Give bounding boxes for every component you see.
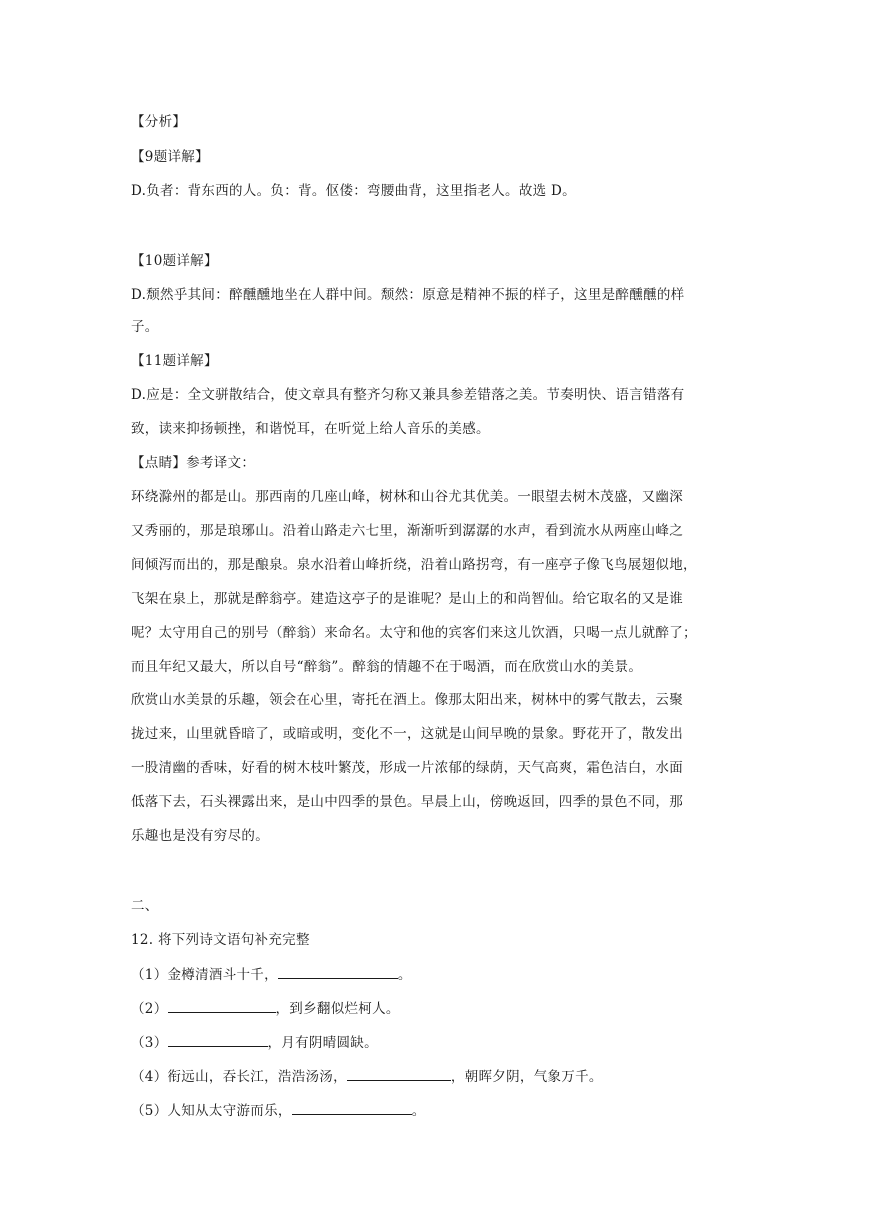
q12-title: 12. 将下列诗文语句补充完整 [131, 932, 310, 948]
section2-heading: 二、 [131, 898, 159, 914]
fill-blank-prefix: （1）金樽清酒斗十千， [131, 967, 278, 983]
translation-para2-line: 欣赏山水美景的乐趣，领会在心里，寄托在酒上。像那太阳出来，树林中的雾气散去，云聚 [131, 692, 683, 708]
analysis-heading: 【分析】 [131, 114, 187, 130]
q11-text-line-1: D.应是：全文骈散结合，使文章具有整齐匀称又兼具参差错落之美。节奏明快、语言错落有 [131, 387, 685, 403]
fill-blank-suffix: 。 [411, 1103, 426, 1119]
fill-blank-item-5 [131, 1100, 741, 1121]
answer-blank[interactable] [292, 1100, 412, 1115]
fill-blank-item-3 [131, 1032, 741, 1053]
fill-blank-prefix: （5）人知从太守游而乐， [131, 1103, 292, 1119]
translation-para1-line: 环绕滁州的都是山。那西南的几座山峰，树林和山谷尤其优美。一眼望去树木茂盛，又幽深 [131, 489, 683, 505]
translation-para1-line: 而且年纪又最大，所以自号“醉翁”。醉翁的情趣不在于喝酒，而在欣赏山水的美景。 [131, 659, 643, 675]
q10-text-line-2: 子。 [131, 319, 159, 335]
fill-blank-prefix: （4）衔远山，吞长江，浩浩汤汤， [131, 1069, 347, 1085]
translation-para2-line: 低落下去，石头裸露出来，是山中四季的景色。早晨上山，傍晚返回，四季的景色不同，那 [131, 794, 683, 810]
fill-blank-suffix: 。 [397, 967, 412, 983]
translation-para2-line: 乐趣也是没有穷尽的。 [131, 828, 269, 844]
fill-blank-prefix: （3） [131, 1035, 168, 1051]
q9-text: D.负者：背东西的人。负：背。伛偻：弯腰曲背，这里指老人。故选 D。 [131, 183, 576, 199]
q10-text-line-1: D.颓然乎其间：醉醺醺地坐在人群中间。颓然：原意是精神不振的样子，这里是醉醺醺的样 [131, 287, 685, 303]
translation-para1-line: 又秀丽的，那是琅琊山。沿着山路走六七里，渐渐听到潺潺的水声，看到流水从两座山峰之 [131, 523, 683, 539]
translation-para2-line: 一股清幽的香味，好看的树木枝叶繁茂，形成一片浓郁的绿荫，天气高爽，霜色洁白，水面 [131, 760, 683, 776]
dianjing-heading: 【点睛】参考译文： [131, 455, 256, 471]
translation-para1-line: 间倾泻而出的，那是酿泉。泉水沿着山峰折绕，沿着山路拐弯，有一座亭子像飞鸟展翅似地， [131, 557, 697, 573]
q11-text-line-2: 致，读来抑扬顿挫，和谐悦耳，在听觉上给人音乐的美感。 [131, 421, 490, 437]
fill-blank-item-2 [131, 998, 741, 1019]
translation-para2-line: 拢过来，山里就昏暗了，或暗或明，变化不一，这就是山间早晚的景象。野花开了，散发出 [131, 726, 683, 742]
fill-blank-prefix: （2） [131, 1001, 168, 1017]
answer-blank[interactable] [347, 1066, 451, 1081]
fill-blank-suffix: ，到乡翻似烂柯人。 [275, 1001, 400, 1017]
q11-heading: 【11题详解】 [131, 353, 218, 369]
fill-blank-suffix: ，朝晖夕阴，气象万千。 [450, 1069, 603, 1085]
answer-blank[interactable] [168, 998, 276, 1013]
translation-para1-line: 飞架在泉上，那就是醉翁亭。建造这亭子的是谁呢？是山上的和尚智仙。给它取名的又是谁 [131, 591, 683, 607]
q10-heading: 【10题详解】 [131, 253, 218, 269]
fill-blank-item-1 [131, 964, 741, 985]
fill-blank-suffix: ，月有阴晴圆缺。 [267, 1035, 378, 1051]
translation-para1-line: 呢？太守用自己的别号（醉翁）来命名。太守和他的宾客们来这儿饮酒，只喝一点儿就醉了； [131, 625, 697, 641]
answer-blank[interactable] [168, 1032, 268, 1047]
fill-blank-item-4 [131, 1066, 741, 1087]
q9-heading: 【9题详解】 [131, 149, 209, 165]
answer-blank[interactable] [278, 964, 398, 979]
